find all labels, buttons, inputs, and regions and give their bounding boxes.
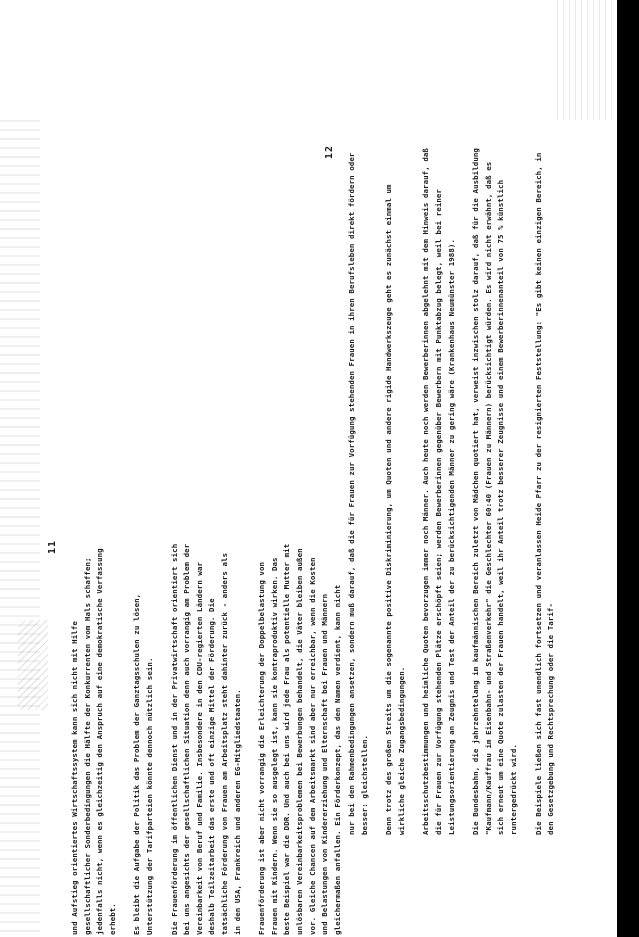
- scan-artifact-left: [0, 120, 40, 937]
- paragraph: Denn trotz des großen Streits um die sogenannte positive Diskriminierung, um Quoten und andere rigide Handwerkszeuge geht es zunächst einmal um wirkliche gleiche Zugangsbedingungen.: [384, 184, 406, 835]
- body-text: [69, 540, 356, 935]
- paragraph: Arbeitsschutzbestimmungen und heimliche Quoten bevorzugen immer noch Männer. Auch heute noch werden Bewerberinnen abgelehnt mit dem Hinweis darauf, daß die für Frauen zur Vorfügung stehenden Plätze erschöpft seien; werden Bewerberinnen gegenüber Bewerbern mit Punktabzug belegt, weil bei reiner Leistungsorientierung an Zeugnis und Test der Anteil der zu berücksichtigenden Männer zu gering wäre (Krankenhaus Neumünster 1988).: [421, 148, 456, 835]
- right-page-content: [322, 145, 577, 835]
- page-number: 11: [47, 540, 58, 555]
- left-page-content: [45, 540, 342, 935]
- paragraph: Frauenförderung ist aber nicht vorrangig die Erleichterung der Doppelbelastung von Frauen mit Kindern. Wenn sie so ausgelegt ist, kann sie kontraproduktiv wirken. Das beste Beispiel war die DDR. Und auch bei uns wird jede Frau als potentielle Mutter mit unlösbaren Vereinbarkeitsproblemen bei Bewerbungen behandelt, die Väter bleiben außen vor. Gleiche Chancen auf dem Arbeitsmarkt sind aber nur erreichbar, wenn die Kosten und Belastungen von Kindererziehung und Elternschaft bei Frauen und Männern gleichermaßen anfallen. Ein Förderkonzept, das den Namen verdient, kann nicht: [257, 543, 342, 935]
- paragraph: Die Bundesbahn, die jahrzehntelang im kaufmännischen Bereich zuletzt von Mädchen quotiert hat, verweist inzwischen stolz darauf, daß für die Ausbildung "Kaufmann/Kauffrau im Eisenbahn- und Straßenverkehr" die Geschlechter 60:40 (Frauen zu Männern) berücksichtigt würden. Es wird nicht erwähnt, daß es sich erneut um eine Quote zulasten der Frauen handelt, weil ihr Anteil trotz besserer Zeugnisse und einem Bewerberinnenanteil von 75 % künstlich runtergedrückt wird.: [471, 148, 518, 835]
- page-number: 12: [324, 145, 335, 160]
- scan-artifact-smudge: [18, 620, 48, 710]
- scan-artifact-top-right: [557, 0, 617, 120]
- scan-edge-right: [617, 0, 639, 937]
- paragraph: Die Frauenförderung im öffentlichen Dienst und in der Privatwirtschaft orientiert sich bei uns angesichts der gesellschaftlichen Situation denn auch vorrangig am Problem der Vereinbarkeit von Beruf und Familie. Insbesondere in den CDU-regierten Ländern war deshalb Teilzeitarbeit das erste und oft einzige Mittel der Förderung. Die tatsächliche Förderung von Frauen am Arbeitsplatz steht dahinter zurück - anders als in den USA, Frankreich und anderen EG-Mitgliedstaaten.: [169, 543, 242, 935]
- paragraph: und Aufstieg orientiertes Wirtschaftssystem kann sich nicht mit Hilfe gesellschaftlicher Sonderbedingungen die Hälfte der Konkurrenten vom Hals schaffen; jedenfalls nicht, wenn es gleichzeitig den Anspruch auf eine demokratische Verfassung erhebt.: [70, 548, 117, 935]
- paragraph: Die Beispiele ließen sich fast unendlich fortsetzen und veranlassen Heide Pfarr zu der resignierten Feststellung: "Es gibt keinen einzigen Bereich, in den Gesetzgebung und Rechtsprechung oder die Tarif-: [533, 152, 556, 835]
- body-text: [346, 145, 570, 835]
- paragraph: Es bleibt die Aufgabe der Politik das Problem der Ganztagsschulen zu lösen, Unterstützung der Tarifparteien könnte dennoch nützlich sein.: [132, 593, 154, 935]
- paragraph: nur bei den Rahmenbedingungen ansetzen, sondern muß darauf, daß die für Frauen zur Vorfügung stehenden Frauen in ihren Berufsleben direkt fördern oder besser: gleichstellen.: [347, 152, 369, 835]
